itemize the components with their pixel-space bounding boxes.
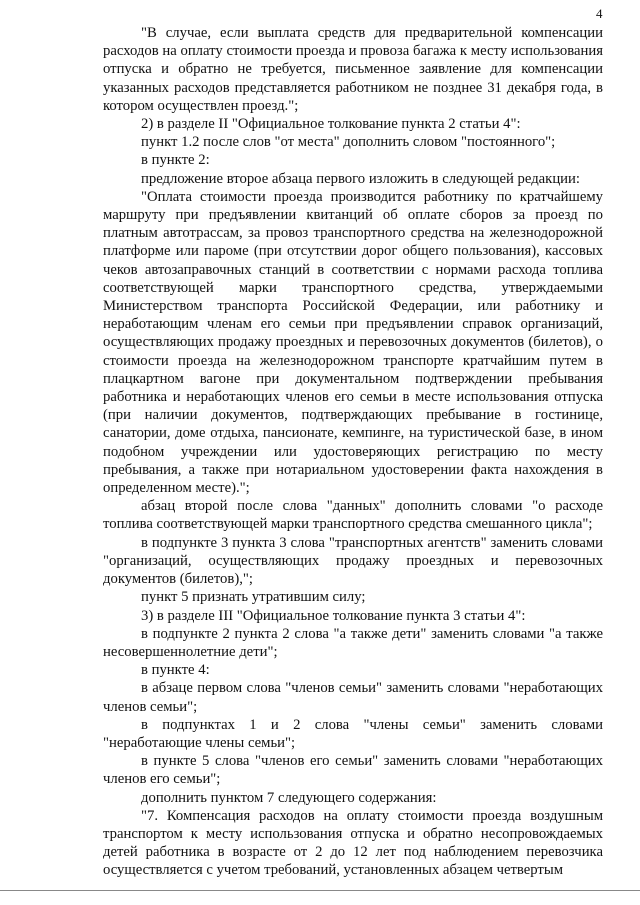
paragraph: пункт 1.2 после слов "от места" дополнить словом "постоянного"; — [141, 134, 556, 151]
paragraph: в абзаце первом слова "членов семьи" заменить словами "неработающих членов семьи"; — [103, 680, 603, 715]
paragraph: пункт 5 признать утратившим силу; — [141, 589, 366, 606]
paragraph: в пункте 5 слова "членов его семьи" заменить словами "неработающих членов его семьи"; — [103, 753, 603, 788]
paragraph: в подпункте 2 пункта 2 слова "а также дети" заменить словами "а также несовершеннолетние дети"; — [103, 625, 603, 660]
paragraph: в пункте 4: — [141, 662, 210, 679]
paragraph: в пункте 2: — [141, 152, 210, 169]
paragraph: 2) в разделе II "Официальное толкование пункта 2 статьи 4": — [141, 116, 521, 133]
paragraph: предложение второе абзаца первого изложить в следующей редакции: — [141, 170, 580, 187]
page-number: 4 — [596, 6, 603, 21]
paragraph: в подпунктах 1 и 2 слова "члены семьи" заменить словами "неработающие члены семьи"; — [103, 716, 603, 751]
document-body — [103, 24, 603, 880]
paragraph: "7. Компенсация расходов на оплату стоимости проезда воздушным транспортом к месту использования отпуска и обратно несопровождаемых детей работника в возрасте от 2 до 12 лет под наблюдением перевозчика осуществляется с учетом требований, установленных абзацем четвертым — [103, 807, 603, 879]
paragraph: "В случае, если выплата средств для предварительной компенсации расходов на оплату стоимости проезда и провоза багажа к месту использования отпуска и обратно не требуется, письменное заявление для компенсации указанных расходов представляется работником не позднее 31 декабря года, в котором осуществлен проезд."; — [103, 25, 603, 114]
paragraph: дополнить пунктом 7 следующего содержания: — [141, 789, 437, 806]
paragraph: абзац второй после слова "данных" дополнить словами "о расходе топлива соответствующей марки транспортного средства смешанного цикла"; — [103, 498, 603, 533]
page-edge-line — [0, 890, 640, 891]
paragraph: 3) в разделе III "Официальное толкование пункта 3 статьи 4": — [141, 607, 526, 624]
paragraph: в подпункте 3 пункта 3 слова "транспортных агентств" заменить словами "организаций, осуществляющих продажу проездных и перевозочных документов (билетов),"; — [103, 534, 603, 588]
paragraph: "Оплата стоимости проезда производится работнику по кратчайшему маршруту при предъявлении квитанций об оплате сборов за проезд по платным автотрассам, за провоз транспортного средства на железнодорожной платформе или пароме (при отсутствии дорог общего пользования), кассовых чеков автозаправочных станций в соответствии с нормами расхода топлива соответствующей марки транспортного средства, утверждаемыми Министерством транспорта Российской Федерации, или работнику и неработающим членам его семьи при предъявлении справок организаций, осуществляющих продажу проездных и перевозочных документов (билетов), о стоимости проезда на железнодорожном транспорте кратчайшим путем в плацкартном вагоне при документальном подтверждении пребывания работника и неработающих членов его семьи в месте использования отпуска (при наличии документов, подтверждающих пребывание в гостинице, санатории, доме отдыха, пансионате, кемпинге, на туристической базе, в ином подобном учреждении или удостоверяющих регистрацию по месту пребывания, а также при нотариальном удостоверении факта нахождения в определенном месте)."; — [103, 188, 603, 497]
